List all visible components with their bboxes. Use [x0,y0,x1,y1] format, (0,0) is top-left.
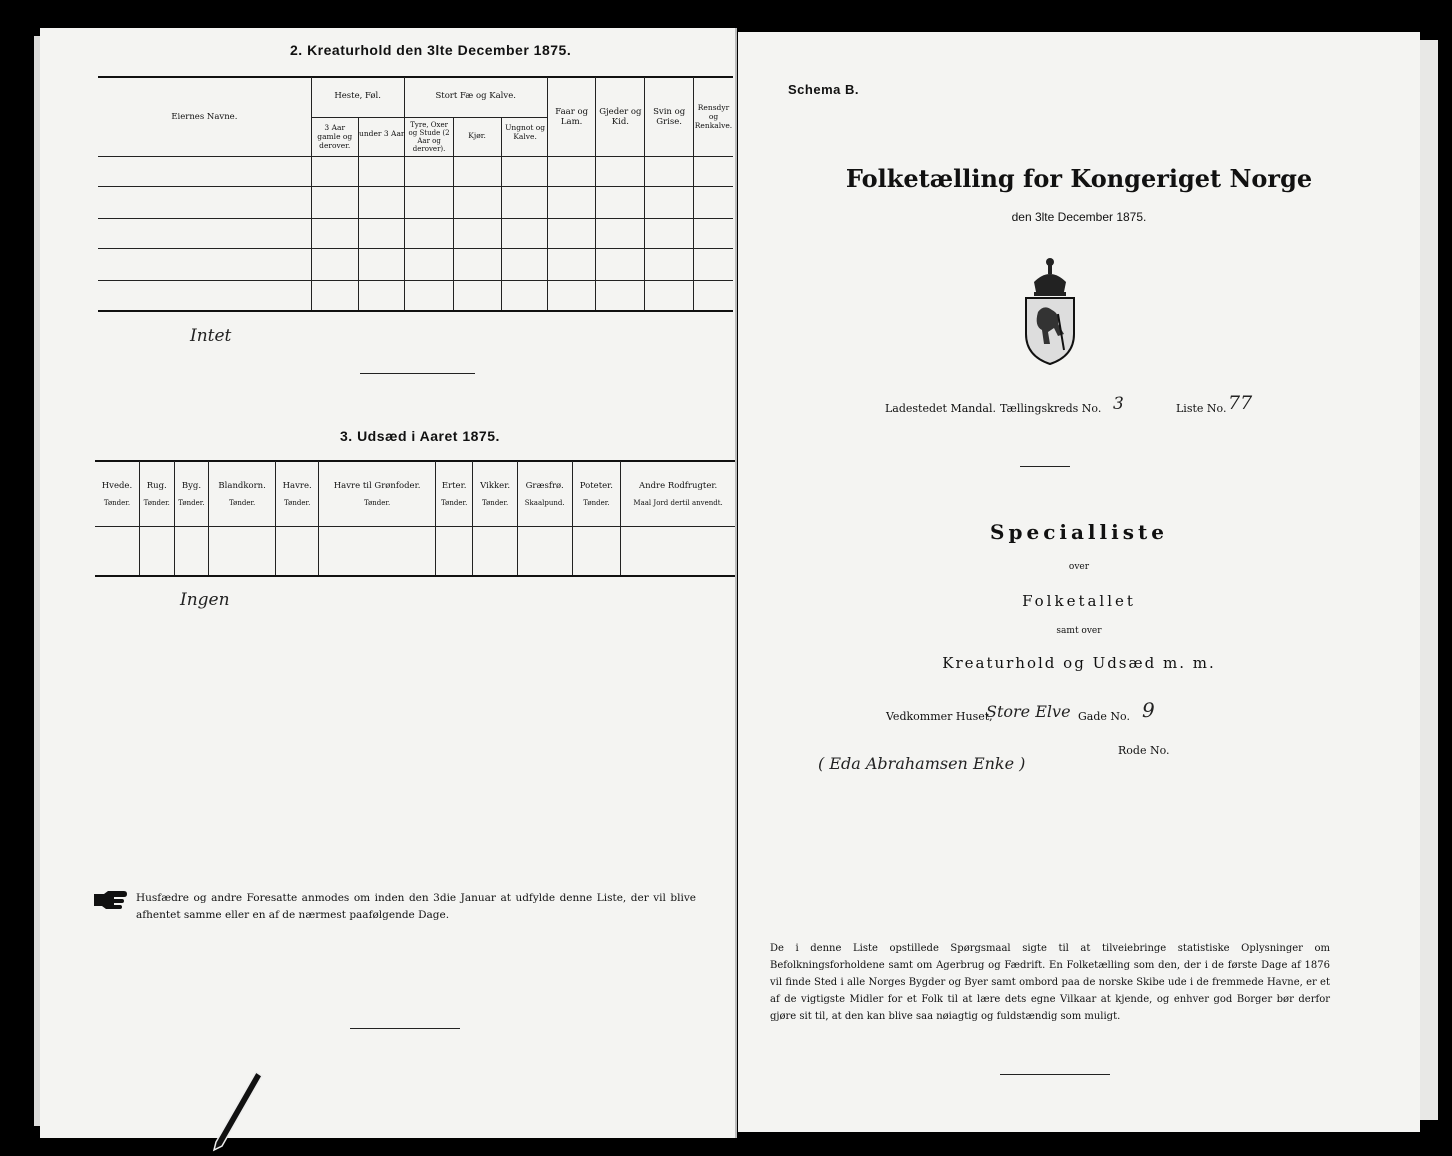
horses-sub1: 3 Aar gamle og derover. [317,123,353,150]
seed-value-cell [473,526,517,575]
section3-title: 3. Udsæd i Aaret 1875. [340,428,500,444]
seed-crop-name: Rug. [146,480,167,491]
seed-crop-name: Vikker. [480,480,511,491]
house-name: Store Elve [986,702,1071,721]
street-number: 9 [1142,698,1155,722]
cattle-header [404,77,547,156]
seed-crop-unit: Tønder. [103,498,131,507]
seed-value-cell [517,526,572,575]
seed-crop-unit: Tønder. [481,498,509,507]
pen-icon [206,1070,266,1152]
seed-crop-name: Byg. [181,480,202,491]
seed-table [95,461,735,575]
seed-crop-name: Hvede. [101,480,133,491]
house-label: Vedkommer Huset, [886,710,993,723]
seed-value-cell [319,526,436,575]
main-subtitle: den 3lte December 1875. [1011,210,1147,224]
seed-crop-name: Havre. [282,480,312,491]
rode-label: Rode No. [1118,744,1170,757]
seed-crop-unit: Skaalpund. [524,498,565,507]
seed-value-cell [572,526,621,575]
schema-label: Schema B. [788,82,859,97]
main-title: Folketælling for Kongeriget Norge [845,164,1313,193]
seed-header-3 [209,461,276,526]
special-title: Specialliste [990,520,1168,544]
cattle-sub3: Ungnot og Kalve. [505,123,546,141]
info-text: De i denne Liste opstillede Spørgsmaal sigte til at tilveiebringe statistiske Oplysninger om Befolkningsforholdene samt om Agerbrug og Fædrift. En Folketælling som den, der i de første Dage af 1876 vil finde Sted i alle Norges Bygder og Byer samt ombord paa de norske Skibe ude i de fremmede Havne, er et af de vigtigste Midler for et Folk til at lære dets egne Vilkaar at kjende, og enhver god Borger bør derfor gjøre sit til, at den kan blive saa nøiagtig og fuldstændig som muligt. [770,943,1330,1022]
list-label: Liste No. [1176,402,1227,415]
seed-value-cell [435,526,473,575]
seed-crop-unit: Tønder. [441,498,468,507]
seed-header-5 [319,461,436,526]
place-label: Ladestedet Mandal. [885,402,996,415]
seed-crop-name: Havre til Grønfoder. [333,480,421,491]
seed-value-cell [209,526,276,575]
reindeer-header: Rensdyr og Renkalve. [693,77,733,156]
seed-crop-unit: Tønder. [284,498,311,507]
street-label: Gade No. [1078,710,1130,723]
cattle-label: Stort Fæ og Kalve. [435,91,516,101]
seed-value-cell [95,526,139,575]
seed-header-8 [517,461,572,526]
seed-crop-name: Græsfrø. [525,480,564,491]
notice-text: Husfædre og andre Foresatte anmodes om inden den 3die Januar at udfylde denne Liste, der vil blive afhentet samme eller en af de nærmest paafølgende Dage. [136,892,696,921]
right-page-edge [1420,40,1438,1120]
seed-crop-name: Erter. [441,480,467,491]
seed-value-cell [139,526,174,575]
seed-note: Ingen [180,590,230,610]
owner-note: ( Eda Abrahamsen Enke ) [818,754,1026,773]
over-text-1: over [1068,562,1090,572]
coat-of-arms-icon [1020,254,1080,366]
list-number: 77 [1228,392,1253,414]
seed-value-cell [174,526,209,575]
pointing-hand-icon [92,888,128,910]
seed-header-0 [95,461,139,526]
samt-over-text: samt over [1056,626,1102,636]
seed-value-cell [621,526,735,575]
horses-label: Heste, Føl. [334,91,381,101]
goats-header: Gjeder og Kid. [596,77,645,156]
livestock-table [98,77,733,310]
seed-header-9 [572,461,621,526]
seed-crop-unit: Tønder. [143,498,170,507]
seed-crop-name: Andre Rodfrugter. [638,480,718,491]
horses-sub2: under 3 Aar [359,129,405,138]
cattle-sub1: Tyre, Oxer og Stude (2 Aar og derover). [408,121,450,153]
seed-header-2 [174,461,209,526]
right-page [738,32,1420,1132]
district-number: 3 [1113,394,1124,414]
seed-crop-unit: Tønder. [178,498,205,507]
cattle-sub2: Kjør. [468,131,486,140]
kreaturhold-text: Kreaturhold og Udsæd m. m. [942,654,1216,672]
pigs-header: Svin og Grise. [645,77,694,156]
seed-header-7 [473,461,517,526]
sheep-header: Faar og Lam. [547,77,596,156]
folketallet-text: Folketallet [1022,592,1136,610]
left-page [40,28,737,1138]
owner-header: Eiernes Navne. [171,111,238,122]
seed-crop-name: Blandkorn. [218,480,266,491]
seed-value-cell [276,526,319,575]
seed-crop-unit: Tønder. [583,498,610,507]
livestock-note: Intet [190,326,232,346]
horses-header [311,77,404,156]
district-label: Tællingskreds No. [1000,402,1102,415]
seed-header-10 [621,461,735,526]
seed-header-1 [139,461,174,526]
seed-crop-unit: Tønder. [229,498,256,507]
seed-header-4 [276,461,319,526]
seed-crop-unit: Maal Jord dertil anvendt. [633,498,723,507]
seed-crop-unit: Tønder. [363,498,391,507]
seed-header-6 [435,461,473,526]
seed-crop-name: Poteter. [579,480,613,491]
section2-title: 2. Kreaturhold den 3lte December 1875. [290,42,572,58]
